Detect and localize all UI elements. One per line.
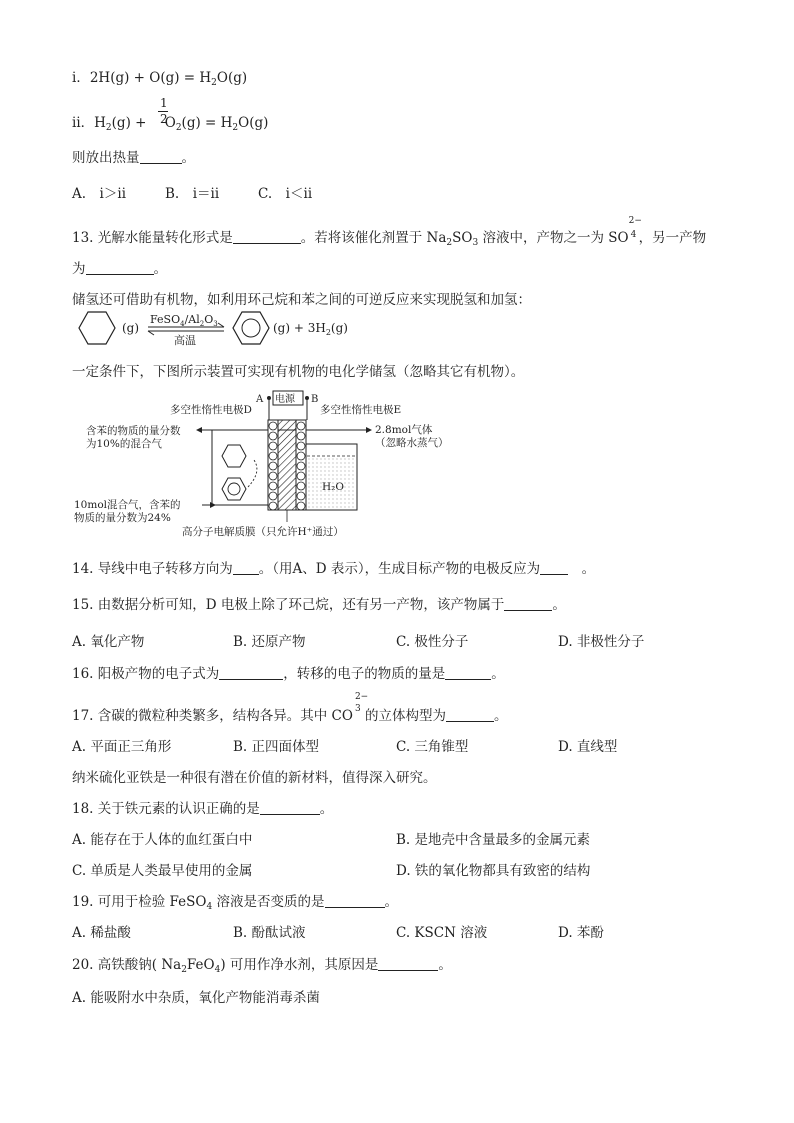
- terminal-a-label: A: [256, 394, 264, 405]
- answer-blank[interactable]: [378, 957, 438, 971]
- cyclohexane-ring: [79, 312, 115, 344]
- answer-blank[interactable]: [233, 230, 301, 244]
- polymer-membrane: [278, 420, 296, 510]
- question-13: 13. 光解水能量转化形式是 。若将该催化剂置于 $Na_2SO_3$ 溶液中，产物之一为 SO 2− 4 ，另一产物: [72, 216, 707, 248]
- question-18: 18. 关于铁元素的认识正确的是 。: [72, 801, 334, 817]
- fraction-numerator: 1: [160, 96, 168, 110]
- q20-option-a[interactable]: A. 能吸附水中杂质，氧化产物能消毒杀菌: [72, 990, 320, 1006]
- heat-option-a[interactable]: A. ⅰ＞ⅱ: [72, 186, 126, 202]
- svg-text:(g): (g): [122, 321, 140, 335]
- svg-text:2.8mol气体: 2.8mol气体: [375, 424, 433, 436]
- heat-question: 则放出热量 。: [72, 150, 195, 166]
- question-13-line2: 为 。: [72, 261, 167, 277]
- equation-label: ⅰ．: [72, 70, 90, 86]
- benzene-ring: [222, 478, 246, 500]
- svg-text:含苯的物质的量分数: 含苯的物质的量分数: [86, 425, 181, 437]
- storage-intro: 储氢还可借助有机物，如利用环己烷和苯之间的可逆反应来实现脱氢和加氢：: [72, 292, 531, 308]
- q19-option-d[interactable]: D. 苯酚: [558, 925, 604, 941]
- reaction-equation-figure: [74, 310, 348, 348]
- q19-option-b[interactable]: B. 酚酞试液: [233, 925, 306, 941]
- equation-i: ⅰ．$2H(g) + O(g) = H_2O(g)$: [72, 70, 248, 88]
- question-17: 17. 含碳的微粒种类繁多，结构各异。其中 CO 2− 3 的立体构型为 。: [72, 692, 508, 724]
- q15-option-c[interactable]: C. 极性分子: [396, 634, 469, 650]
- svg-text:电源: 电源: [275, 394, 295, 405]
- terminal-b-label: B: [311, 394, 319, 405]
- q17-option-d[interactable]: D. 直线型: [558, 739, 618, 755]
- answer-blank[interactable]: [140, 150, 182, 164]
- question-16: 16. 阳极产物的电子式为 ，转移的电子的物质的量是 。: [72, 666, 505, 682]
- svg-text:为10%的混合气: 为10%的混合气: [86, 438, 162, 450]
- q18-option-d[interactable]: D. 铁的氧化物都具有致密的结构: [396, 863, 591, 879]
- electrolysis-cell-diagram: [72, 390, 452, 538]
- q15-option-a[interactable]: A. 氧化产物: [72, 634, 145, 650]
- answer-blank[interactable]: [219, 666, 283, 680]
- q17-option-c[interactable]: C. 三角锥型: [396, 739, 469, 755]
- question-14: 14. 导线中电子转移方向为 。（用A、D 表示），生成目标产物的电极反应为 。: [72, 561, 596, 577]
- answer-blank[interactable]: [233, 561, 259, 575]
- svg-text:高分子电解质膜（只允许H⁺通过）: 高分子电解质膜（只允许H⁺通过）: [182, 526, 344, 538]
- svg-text:10mol混合气，含苯的: 10mol混合气，含苯的: [74, 499, 181, 511]
- cell-intro: 一定条件下，下图所示装置可实现有机物的电化学储氢（忽略其它有机物）。: [72, 364, 525, 380]
- heat-option-c[interactable]: C. ⅰ＜ⅱ: [258, 186, 313, 202]
- q19-option-c[interactable]: C. KSCN 溶液: [396, 925, 488, 941]
- heat-option-b[interactable]: B. ⅰ＝ⅱ: [165, 186, 220, 202]
- svg-text:H₂O: H₂O: [322, 481, 344, 493]
- q17-option-b[interactable]: B. 正四面体型: [233, 739, 320, 755]
- q18-option-c[interactable]: C. 单质是人类最早使用的金属: [72, 863, 253, 879]
- svg-text:多空性惰性电极E: 多空性惰性电极E: [320, 404, 402, 416]
- answer-blank[interactable]: [540, 561, 568, 575]
- question-19: 19. 可用于检验 FeSO$_4$ 溶液是否变质的是 。: [72, 894, 399, 912]
- svg-text:（忽略水蒸气）: （忽略水蒸气）: [375, 437, 449, 449]
- fraction-denominator: 2: [160, 112, 168, 126]
- cyclohexane-ring: [222, 445, 246, 467]
- svg-text:物质的量分数为24%: 物质的量分数为24%: [74, 512, 171, 524]
- q19-option-a[interactable]: A. 稀盐酸: [72, 925, 131, 941]
- answer-blank[interactable]: [86, 261, 154, 275]
- q18-option-b[interactable]: B. 是地壳中含量最多的金属元素: [396, 832, 591, 848]
- terminal-b: [305, 396, 309, 400]
- terminal-a: [267, 396, 271, 400]
- answer-blank[interactable]: [325, 894, 385, 908]
- q15-option-d[interactable]: D. 非极性分子: [558, 634, 645, 650]
- q15-option-b[interactable]: B. 还原产物: [233, 634, 306, 650]
- svg-text:(g) + 3H2(g): $(g) + 3H_2(g)$: [273, 321, 348, 337]
- benzene-ring: [233, 312, 269, 344]
- answer-blank[interactable]: [504, 597, 552, 611]
- answer-blank[interactable]: [260, 801, 320, 815]
- question-20: 20. 高铁酸钠( $Na_2FeO_4$) 可用作净水剂，其原因是 。: [72, 957, 452, 975]
- q17-option-a[interactable]: A. 平面正三角形: [72, 739, 172, 755]
- equation-ii: ⅱ．$H_2(g) + O_2(g) = H_2O(g)$: [72, 115, 269, 133]
- svg-text:多空性惰性电极D: 多空性惰性电极D: [170, 404, 252, 416]
- q18-option-a[interactable]: A. 能存在于人体的血红蛋白中: [72, 832, 253, 848]
- question-15: 15. 由数据分析可知，D 电极上除了环己烷，还有另一产物，该产物属于 。: [72, 597, 566, 613]
- svg-text:高温: 高温: [174, 334, 196, 347]
- svg-text:FeSO4/Al2O3: $FeSO_4/Al_2O_3$: [150, 313, 218, 328]
- answer-blank[interactable]: [445, 666, 491, 680]
- nano-intro: 纳米硫化亚铁是一种很有潜在价值的新材料，值得深入研究。: [72, 770, 437, 786]
- answer-blank[interactable]: [446, 708, 494, 722]
